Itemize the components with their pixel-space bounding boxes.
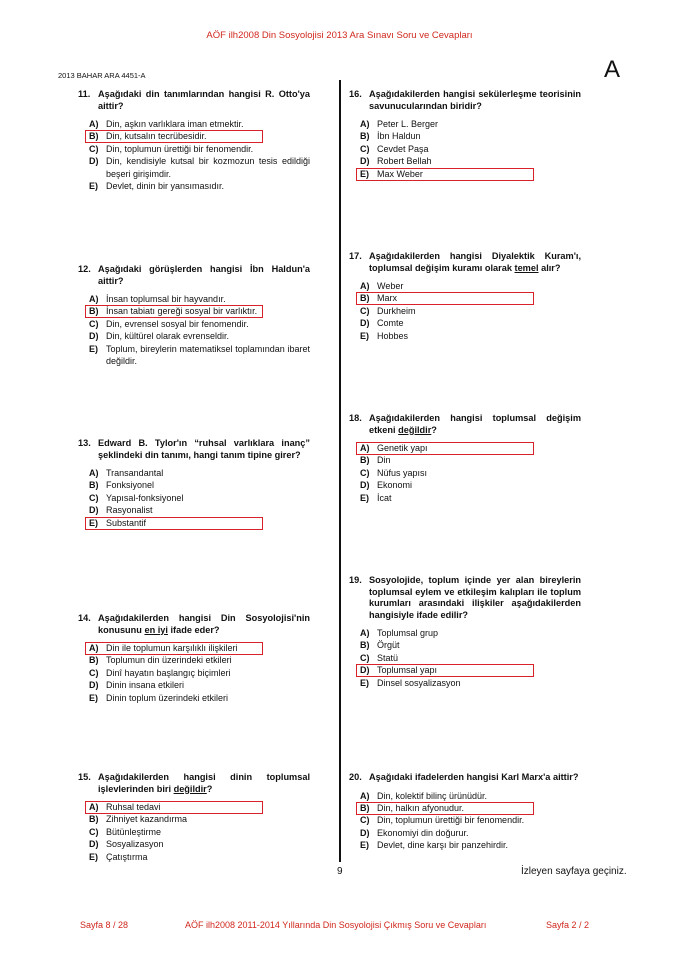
question-stem: Aşağıdaki ifadelerden hangisi Karl Marx'a aittir? — [369, 772, 579, 782]
option-b: B) Örgüt — [360, 640, 400, 651]
option-c: C) Din, evrensel sosyal bir fenomendir. — [89, 318, 249, 329]
question-stem: Aşağıdakilerden hangisi dinin toplumsal işlevlerinden biri değildir? — [98, 772, 310, 794]
option-c: C) Dinî hayatın başlangıç biçimleri — [89, 667, 231, 678]
question-19 — [349, 575, 581, 689]
exam-code: 2013 BAHAR ARA 4451-A — [58, 71, 146, 80]
option-a-correct: A) Din ile toplumun karşılıklı ilişkileri — [89, 642, 310, 654]
footer-title: AÖF ilh2008 2011-2014 Yıllarında Din Sosyolojisi Çıkmış Soru ve Cevapları — [185, 920, 487, 930]
option-b: B) Zihniyet kazandırma — [89, 814, 188, 825]
footer-page-right: Sayfa 2 / 2 — [546, 920, 590, 930]
option-c: C) Cevdet Paşa — [360, 143, 429, 154]
option-d-correct: D) Toplumsal yapı — [360, 664, 581, 676]
option-c: C) Bütünleştirme — [89, 826, 162, 837]
question-13 — [78, 438, 310, 529]
question-18 — [349, 413, 581, 504]
option-b-correct: B) Din, halkın afyonudur. — [360, 802, 581, 814]
question-number: 19. — [349, 575, 362, 585]
question-number: 18. — [349, 413, 362, 423]
question-stem: Aşağıdakilerden hangisi sekülerleşme teorisinin savunucularından biridir? — [369, 89, 581, 111]
option-a: A) Weber — [360, 281, 404, 291]
question-12 — [78, 264, 310, 367]
question-stem: Aşağıdakilerden hangisi Din Sosyolojisi'nin konusunu en iyi ifade eder? — [98, 613, 310, 635]
question-stem: Sosyolojide, toplum içinde yer alan bireylerin toplumsal eylem ve etkileşim kalıpları ile toplum kurumları arasındaki ilişkiler aşağıdakilerden hangisiyle ifade edilir? — [369, 575, 581, 620]
question-number: 20. — [349, 772, 362, 782]
option-e-correct: E) Substantif — [89, 517, 310, 529]
footer-page-left: Sayfa 8 / 28 — [80, 920, 129, 930]
option-d: D) Ekonomiyi din doğurur. — [360, 827, 469, 838]
question-17 — [349, 251, 581, 342]
page-number: 9 — [337, 866, 343, 877]
next-page-note: İzleyen sayfaya geçiniz. — [521, 866, 627, 877]
question-number: 12. — [78, 264, 91, 274]
question-number: 13. — [78, 438, 91, 448]
option-a: A) Toplumsal grup — [360, 628, 439, 638]
option-b: B) Toplumun din üzerindeki etkileri — [89, 655, 232, 666]
question-20 — [349, 772, 581, 852]
question-16 — [349, 89, 581, 180]
question-stem: Edward B. Tylor'ın “ruhsal varlıklara inanç” şeklindeki din tanımı, hangi tanım tipine girer? — [98, 438, 310, 460]
option-d: D) Comte — [360, 318, 404, 329]
option-c: C) Din, toplumun ürettiği bir fenomendir. — [360, 815, 525, 826]
question-14 — [78, 613, 310, 704]
option-d: D) Din, kendisiyle kutsal bir kozmozun tesis edildiği beşeri girişimdir. — [89, 156, 310, 179]
option-d: D) Robert Bellah — [360, 156, 432, 167]
option-a-correct: A) Genetik yapı — [360, 442, 581, 454]
option-b-correct: B) İnsan tabiatı gereği sosyal bir varlıktır. — [89, 305, 310, 317]
option-e: E) İcat — [360, 492, 392, 503]
question-number: 14. — [78, 613, 91, 623]
booklet-letter: A — [604, 56, 621, 83]
question-stem: Aşağıdaki görüşlerden hangisi İbn Haldun'a aittir? — [98, 264, 310, 286]
option-d: D) Rasyonalist — [89, 505, 153, 516]
column-divider — [339, 80, 341, 862]
option-e: E) Dinin toplum üzerindeki etkileri — [89, 692, 229, 703]
option-c: C) Din, toplumun ürettiği bir fenomendir. — [89, 143, 254, 154]
question-stem: Aşağıdakilerden hangisi toplumsal değişim etkeni değildir? — [369, 413, 581, 435]
question-11 — [78, 89, 310, 192]
option-b: B) Din — [360, 455, 391, 466]
question-number: 15. — [78, 772, 91, 782]
option-b: B) İbn Haldun — [360, 131, 421, 142]
option-a-correct: A) Ruhsal tedavi — [89, 801, 310, 813]
option-e: E) Çatıştırma — [89, 851, 148, 862]
option-c: C) Statü — [360, 652, 399, 663]
question-number: 11. — [78, 89, 91, 99]
option-a: A) Din, aşkın varlıklara iman etmektir. — [89, 119, 244, 129]
option-e: E) Dinsel sosyalizasyon — [360, 677, 461, 688]
question-number: 17. — [349, 251, 362, 261]
option-d: D) Dinin insana etkileri — [89, 680, 185, 691]
option-e: E) Devlet, dinin bir yansımasıdır. — [89, 181, 225, 192]
option-e: E) Hobbes — [360, 330, 409, 341]
option-d: D) Sosyalizasyon — [89, 839, 164, 850]
option-d: D) Din, kültürel olarak evrenseldir. — [89, 331, 230, 342]
option-b-correct: B) Din, kutsalın tecrübesidir. — [89, 130, 310, 142]
option-c: C) Yapısal-fonksiyonel — [89, 492, 184, 503]
option-e-correct: E) Max Weber — [360, 168, 581, 180]
option-d: D) Ekonomi — [360, 480, 413, 491]
question-stem: Aşağıdaki din tanımlarından hangisi R. Otto'ya aittir? — [98, 89, 310, 111]
option-a: A) Peter L. Berger — [360, 119, 439, 129]
option-b: B) Fonksiyonel — [89, 480, 155, 491]
option-c: C) Nüfus yapısı — [360, 467, 428, 478]
document-title: AÖF ilh2008 Din Sosyolojisi 2013 Ara Sınavı Soru ve Cevapları — [206, 30, 473, 41]
option-c: C) Durkheim — [360, 305, 416, 316]
question-15 — [78, 772, 310, 863]
option-a: A) İnsan toplumsal bir hayvandır. — [89, 294, 226, 304]
question-stem: Aşağıdakilerden hangisi Diyalektik Kuram'ı, toplumsal değişim kuramı olarak temel alır? — [369, 251, 581, 273]
option-a: A) Din, kolektif bilinç ürünüdür. — [360, 790, 488, 801]
option-b-correct: B) Marx — [360, 292, 581, 304]
option-e: E) Devlet, dine karşı bir panzehirdir. — [360, 840, 509, 851]
option-e: E) Toplum, bireylerin matematiksel toplamından ibaret değildir. — [89, 343, 310, 367]
option-a: A) Transandantal — [89, 468, 164, 478]
question-number: 16. — [349, 89, 362, 99]
